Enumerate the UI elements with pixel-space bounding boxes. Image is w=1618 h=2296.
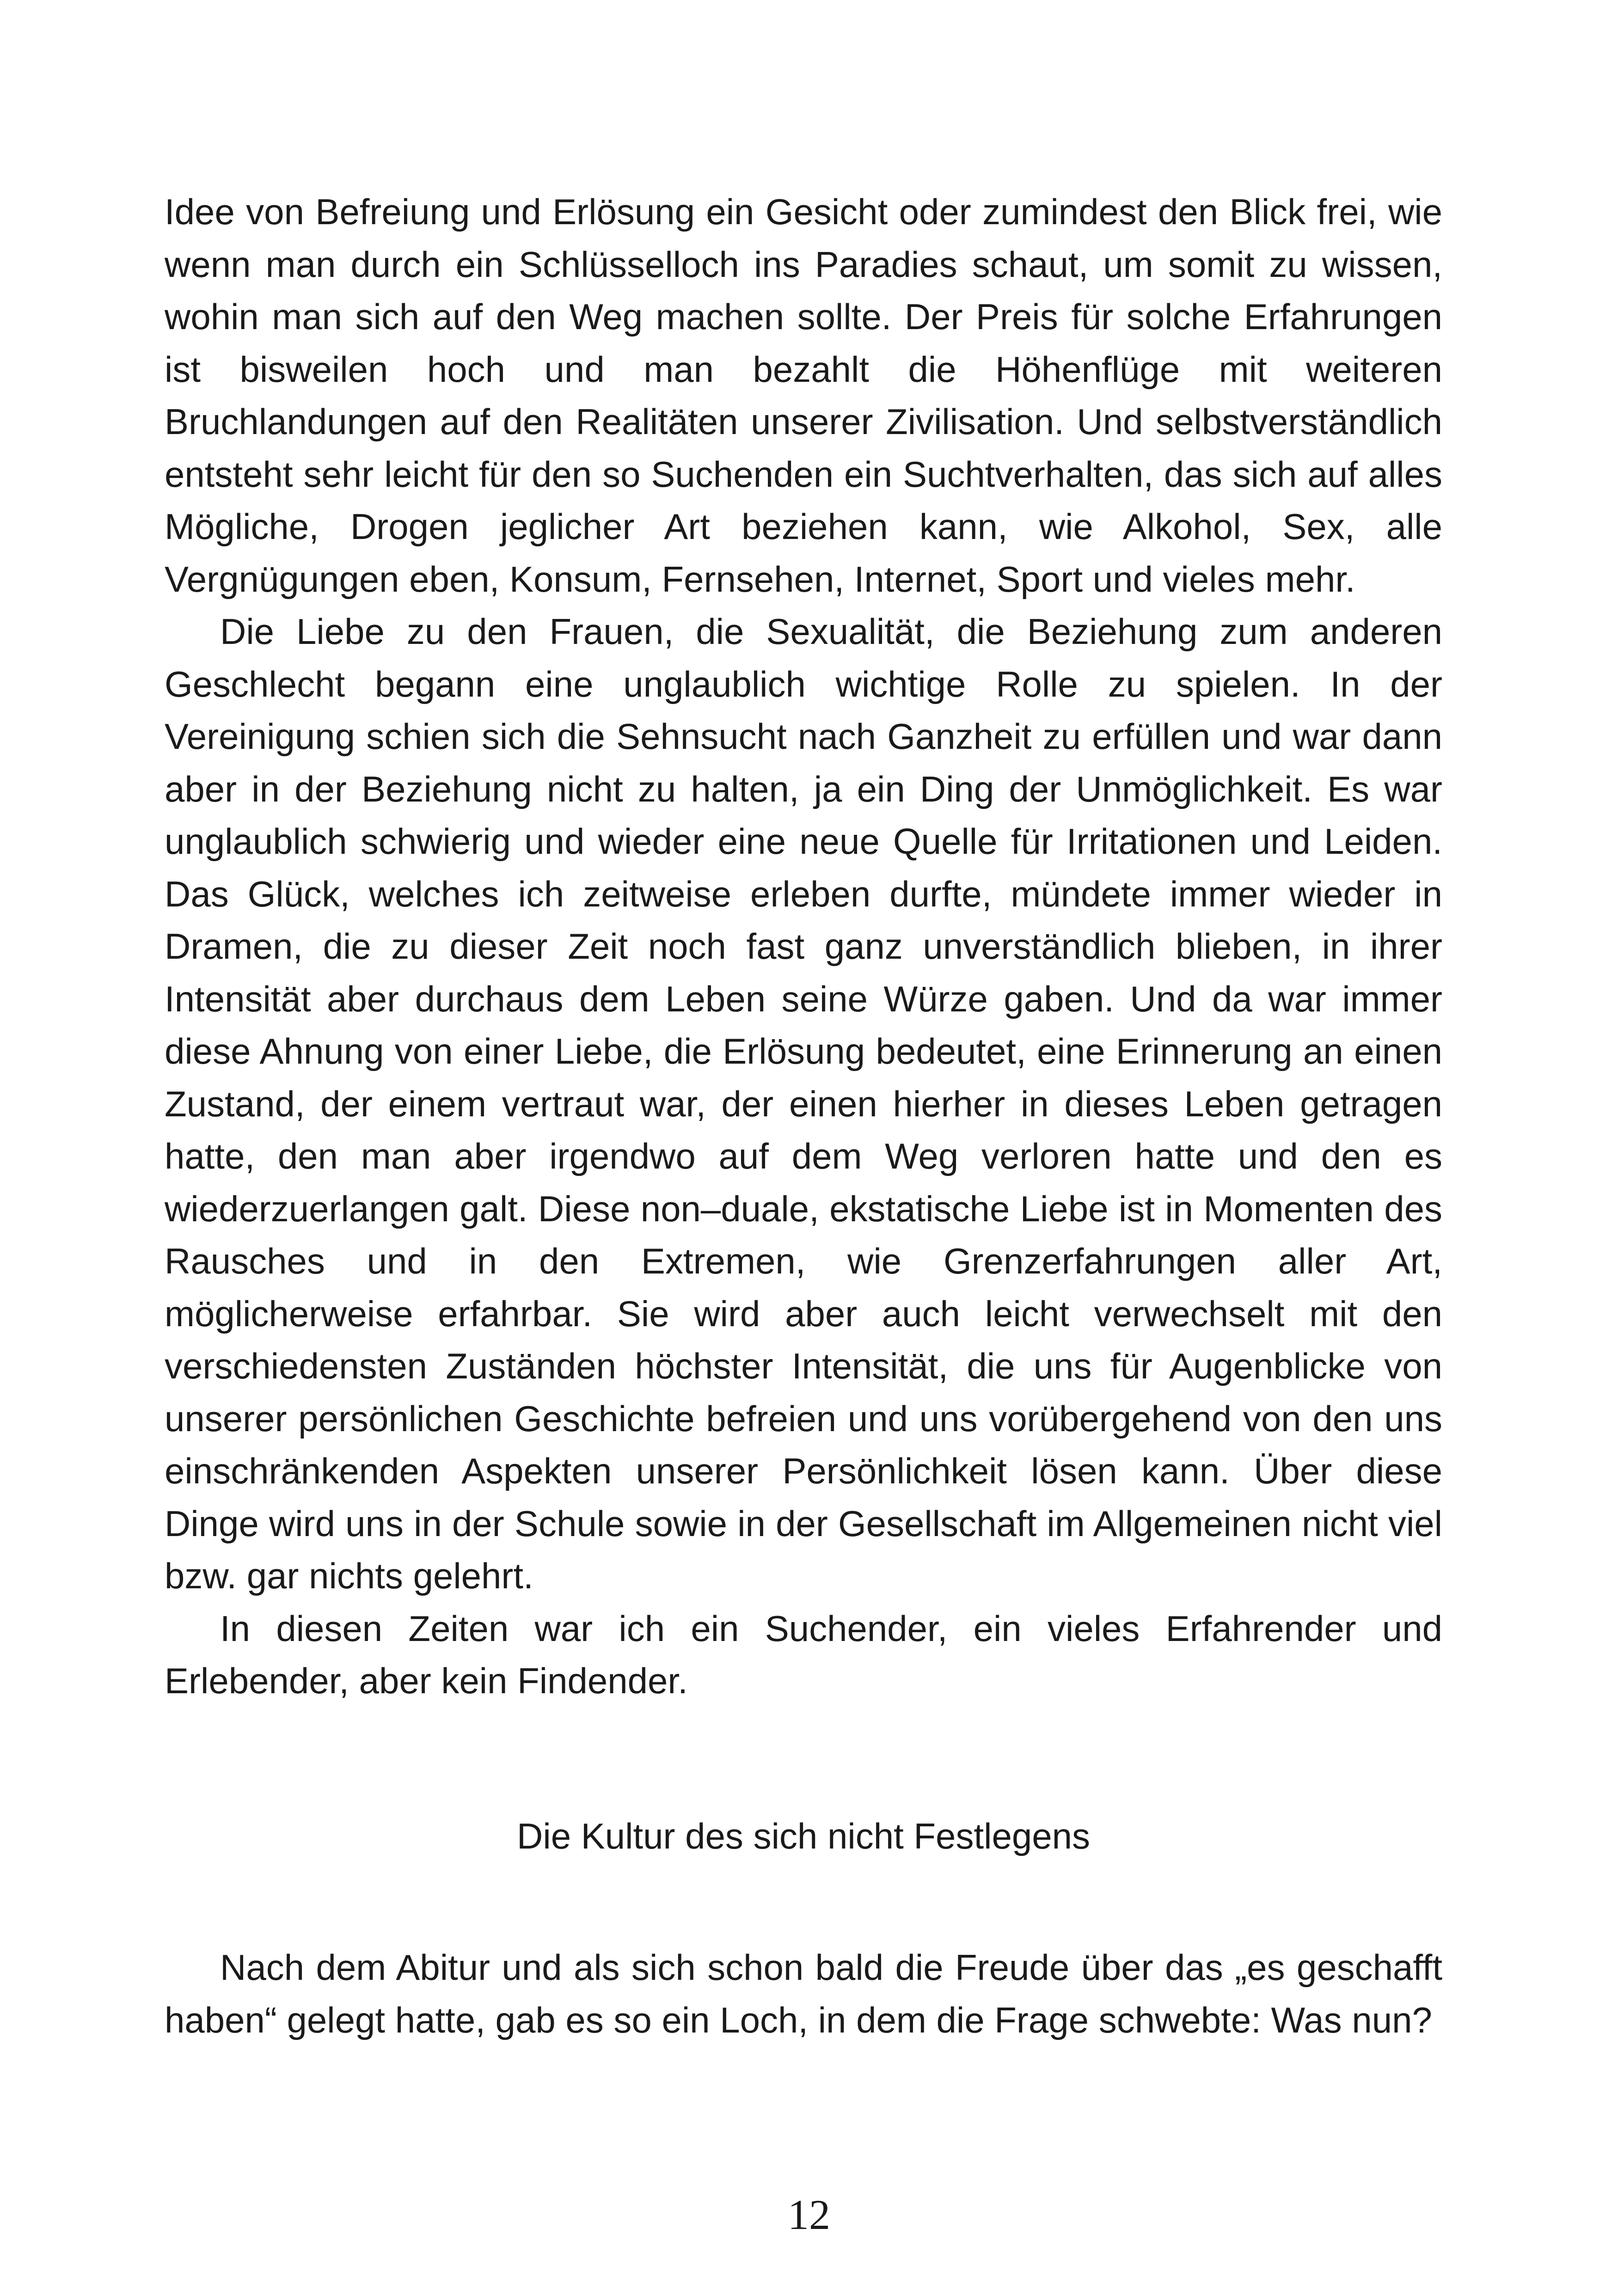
main-text-block <box>165 186 1442 1708</box>
paragraph-1: Idee von Befreiung und Erlösung ein Gesicht oder zumindest den Blick frei, wie wenn man durch ein Schlüsselloch ins Paradies schaut, um somit zu wissen, wohin man sich auf den Weg machen sollte. Der Preis für solche Erfahrungen ist bisweilen hoch und man bezahlt die Höhenflüge mit weiteren Bruchlandungen auf den Realitäten unserer Zivilisation. Und selbstverständlich entsteht sehr leicht für den so Suchenden ein Suchtverhalten, das sich auf alles Mögliche, Drogen jeglicher Art beziehen kann, wie Alkohol, Sex, alle Vergnügungen eben, Konsum, Fernsehen, Internet, Sport und vieles mehr. <box>165 191 1442 600</box>
page-number: 12 <box>788 2191 830 2238</box>
section-title: Die Kultur des sich nicht Festlegens <box>517 1816 1090 1856</box>
paragraph-3: In diesen Zeiten war ich ein Suchender, ein vieles Erfahrender und Erlebender, aber kein Findender. <box>165 1608 1442 1701</box>
paragraph-2: Die Liebe zu den Frauen, die Sexualität, die Beziehung zum anderen Geschlecht begann eine unglaublich wichtige Rolle zu spielen. In der Vereinigung schien sich die Sehnsucht nach Ganzheit zu erfüllen und war dann aber in der Beziehung nicht zu halten, ja ein Ding der Unmöglichkeit. Es war unglaublich schwierig und wieder eine neue Quelle für Irritationen und Leiden. Das Glück, welches ich zeitweise erleben durfte, mündete immer wieder in Dramen, die zu dieser Zeit noch fast ganz unverständlich blieben, in ihrer Intensität aber durchaus dem Leben seine Würze gaben. Und da war immer diese Ahnung von einer Liebe, die Erlösung bedeutet, eine Erinnerung an einen Zustand, der einem vertraut war, der einen hierher in dieses Leben getragen hatte, den man aber irgendwo auf dem Weg verloren hatte und den es wiederzuerlangen galt. Diese non–duale, ekstatische Liebe ist in Momenten des Rausches und in den Extremen, wie Grenzerfahrungen aller Art, möglicherweise erfahrbar. Sie wird aber auch leicht verwechselt mit den verschiedensten Zuständen höchster Intensität, die uns für Augenblicke von unserer persönlichen Geschichte befreien und uns vorübergehend von den uns einschränkenden Aspekten unserer Persönlichkeit lösen kann. Über diese Dinge wird uns in der Schule sowie in der Gesellschaft im Allgemeinen nicht viel bzw. gar nichts gelehrt. <box>165 611 1442 1596</box>
section-text-block <box>165 1941 1442 2046</box>
section-paragraph-1: Nach dem Abitur und als sich schon bald die Freude über das „es geschafft haben“ gelegt hatte, gab es so ein Loch, in dem die Frage schwebte: Was nun? <box>165 1947 1442 2040</box>
